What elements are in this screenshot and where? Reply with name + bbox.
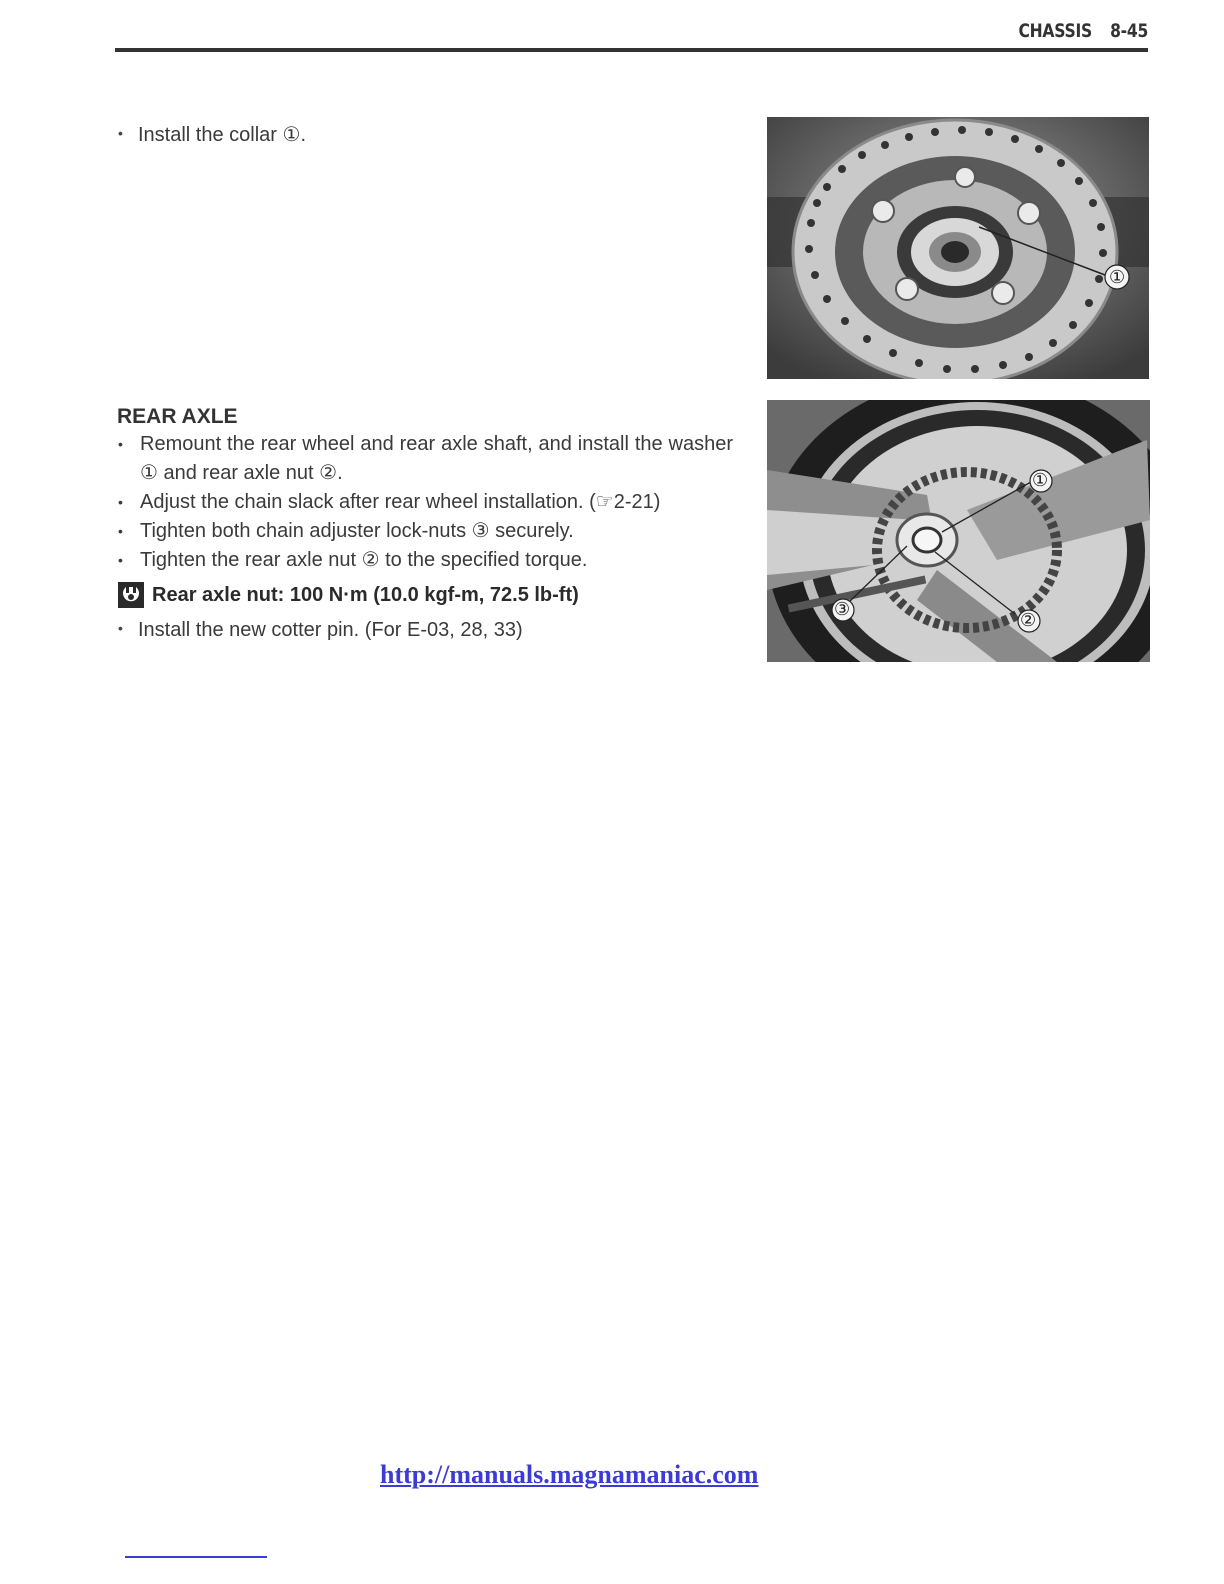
torque-wrench-icon: [117, 581, 145, 609]
brake-disc-illustration: [767, 117, 1149, 379]
brake-disc-photo: [767, 117, 1149, 379]
step-text: Adjust the chain slack after rear wheel installation. (☞2-21): [140, 491, 661, 513]
list-item: [118, 517, 733, 546]
list-item: [118, 488, 733, 517]
bullet: •: [118, 125, 123, 141]
callout-3: ③: [834, 599, 851, 620]
callout-1: ①: [1109, 267, 1126, 288]
header-page-number: 8-45: [1109, 20, 1148, 42]
cotter-pin-step: [118, 619, 523, 642]
collar-step-text: Install the collar ①.: [138, 124, 306, 146]
bullet: •: [118, 494, 123, 510]
callout-2: ②: [1020, 610, 1037, 631]
rear-wheel-photo: [767, 400, 1150, 662]
header-section: CHASSIS: [1018, 20, 1092, 42]
step-text: Tighten both chain adjuster lock-nuts ③ securely.: [140, 520, 574, 542]
rear-wheel-illustration: [767, 400, 1150, 662]
step-text: Tighten the rear axle nut ② to the specified torque.: [140, 549, 588, 571]
footer-url-link[interactable]: http://manuals.magnamaniac.com: [380, 1460, 759, 1489]
header-label: [1000, 20, 1148, 42]
page-header: [115, 18, 1148, 52]
bullet: •: [118, 552, 123, 568]
bullet: •: [118, 523, 123, 539]
callout-1: ①: [1032, 470, 1049, 491]
cotter-pin-step-text: Install the new cotter pin. (For E-03, 28, 33): [138, 619, 523, 641]
bullet: •: [118, 620, 123, 636]
bullet: •: [118, 436, 123, 452]
rear-axle-heading: REAR AXLE: [117, 405, 238, 428]
torque-spec: [117, 581, 579, 609]
step-text: Remount the rear wheel and rear axle shaft, and install the washer ① and rear axle nut ②.: [140, 433, 733, 484]
footer-rule: [125, 1556, 267, 1558]
list-item: [118, 546, 733, 575]
torque-spec-text: Rear axle nut: 100 N·m (10.0 kgf-m, 72.5 lb-ft): [152, 583, 579, 606]
list-item: [118, 430, 733, 488]
collar-step: [118, 122, 306, 147]
rear-axle-steps: [118, 430, 733, 575]
